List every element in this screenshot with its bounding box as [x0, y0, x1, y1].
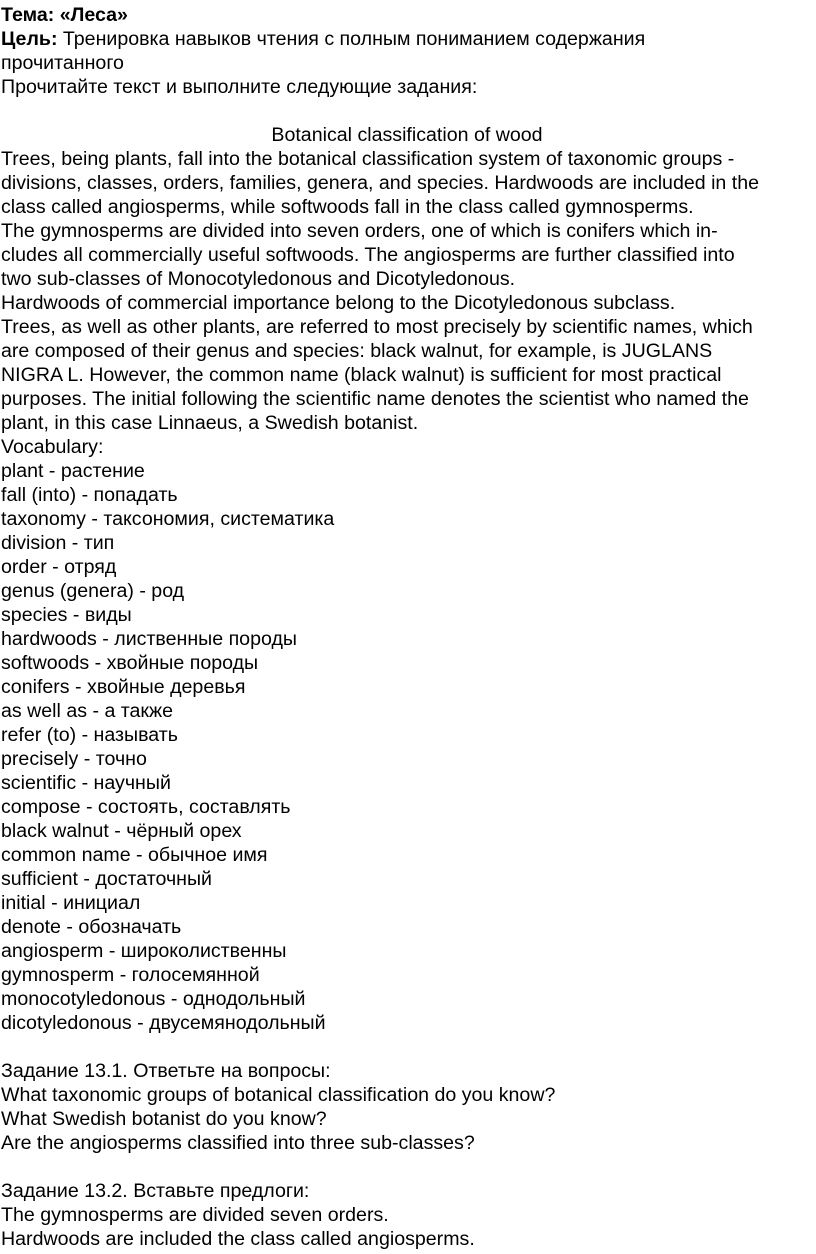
- article-line: The gymnosperms are divided into seven orders, one of which is conifers which in-: [1, 220, 718, 242]
- article-line: NIGRA L. However, the common name (black walnut) is sufficient for most practical: [1, 364, 722, 386]
- topic-label: Тема:: [1, 4, 55, 26]
- task-sentence: Hardwoods are included the class called angiosperms.: [1, 1228, 475, 1250]
- vocabulary-item: taxonomy - таксономия, систематика: [1, 508, 335, 530]
- topic-line: [1, 3, 813, 27]
- article-line: Hardwoods of commercial importance belong to the Dicotyledonous subclass.: [1, 292, 676, 314]
- vocabulary-item: as well as - а также: [1, 700, 174, 722]
- task-question: What Swedish botanist do you know?: [1, 1108, 327, 1130]
- vocabulary-item: plant - растение: [1, 460, 145, 482]
- task-question: What taxonomic groups of botanical classification do you know?: [1, 1084, 556, 1106]
- vocabulary-item: fall (into) - попадать: [1, 484, 178, 506]
- vocabulary-item: species - виды: [1, 604, 132, 626]
- vocabulary-item: precisely - точно: [1, 748, 147, 770]
- vocabulary-item: initial - инициал: [1, 892, 141, 914]
- vocabulary-list: [1, 459, 813, 1035]
- task-heading: Задание 13.1. Ответьте на вопросы:: [1, 1060, 331, 1082]
- topic-value: «Леса»: [54, 4, 128, 26]
- vocabulary-heading: Vocabulary:: [1, 436, 104, 458]
- vocabulary-item: scientific - научный: [1, 772, 171, 794]
- article-line: plant, in this case Linnaeus, a Swedish botanist.: [1, 412, 419, 434]
- vocabulary-item: refer (to) - называть: [1, 724, 178, 746]
- spacer: [1, 1035, 813, 1059]
- vocabulary-item: genus (genera) - род: [1, 580, 185, 602]
- article-line: purposes. The initial following the scientific name denotes the scientist who named the: [1, 388, 749, 410]
- article-line: two sub-classes of Monocotyledonous and Dicotyledonous.: [1, 268, 516, 290]
- spacer: [1, 1155, 813, 1179]
- task-heading: Задание 13.2. Вставьте предлоги:: [1, 1180, 310, 1202]
- vocabulary-item: sufficient - достаточный: [1, 868, 213, 890]
- vocabulary-item: division - тип: [1, 532, 115, 554]
- vocabulary-item: black walnut - чёрный орех: [1, 820, 242, 842]
- spacer: [1, 99, 813, 123]
- goal-line-continued: прочитанного: [1, 52, 124, 74]
- task-question: Are the angiosperms classified into three sub-classes?: [1, 1132, 475, 1154]
- article-line: cludes all commercially useful softwoods. The angiosperms are further classified into: [1, 244, 735, 266]
- article-line: are composed of their genus and species: black walnut, for example, is JUGLANS: [1, 340, 713, 362]
- vocabulary-item: gymnosperm - голосемянной: [1, 964, 260, 986]
- vocabulary-item: conifers - хвойные деревья: [1, 676, 246, 698]
- article-title: Botanical classification of wood: [271, 124, 543, 146]
- article-line: Trees, being plants, fall into the botanical classification system of taxonomic groups -: [1, 148, 735, 170]
- article-line: Trees, as well as other plants, are referred to most precisely by scientific names, which: [1, 316, 753, 338]
- task-sentence: The gymnosperms are divided seven orders.: [1, 1204, 389, 1226]
- instruction: Прочитайте текст и выполните следующие задания:: [1, 76, 478, 98]
- goal-line: [1, 27, 813, 51]
- vocabulary-item: softwoods - хвойные породы: [1, 652, 259, 674]
- vocabulary-item: common name - обычное имя: [1, 844, 268, 866]
- goal-label: Цель:: [1, 28, 58, 50]
- vocabulary-item: angiosperm - широколиственны: [1, 940, 287, 962]
- document-content: [1, 3, 813, 1251]
- goal-value: Тренировка навыков чтения с полным пониманием содержания: [57, 28, 646, 50]
- vocabulary-item: monocotyledonous - однодольный: [1, 988, 306, 1010]
- article-line: divisions, classes, orders, families, genera, and species. Hardwoods are included in the: [1, 172, 760, 194]
- vocabulary-item: dicotyledonous - двусемянодольный: [1, 1012, 326, 1034]
- vocabulary-item: denote - обозначать: [1, 916, 182, 938]
- article-line: class called angiosperms, while softwoods fall in the class called gymnosperms.: [1, 196, 694, 218]
- vocabulary-item: order - отряд: [1, 556, 117, 578]
- vocabulary-item: hardwoods - лиственные породы: [1, 628, 297, 650]
- vocabulary-item: compose - состоять, составлять: [1, 796, 291, 818]
